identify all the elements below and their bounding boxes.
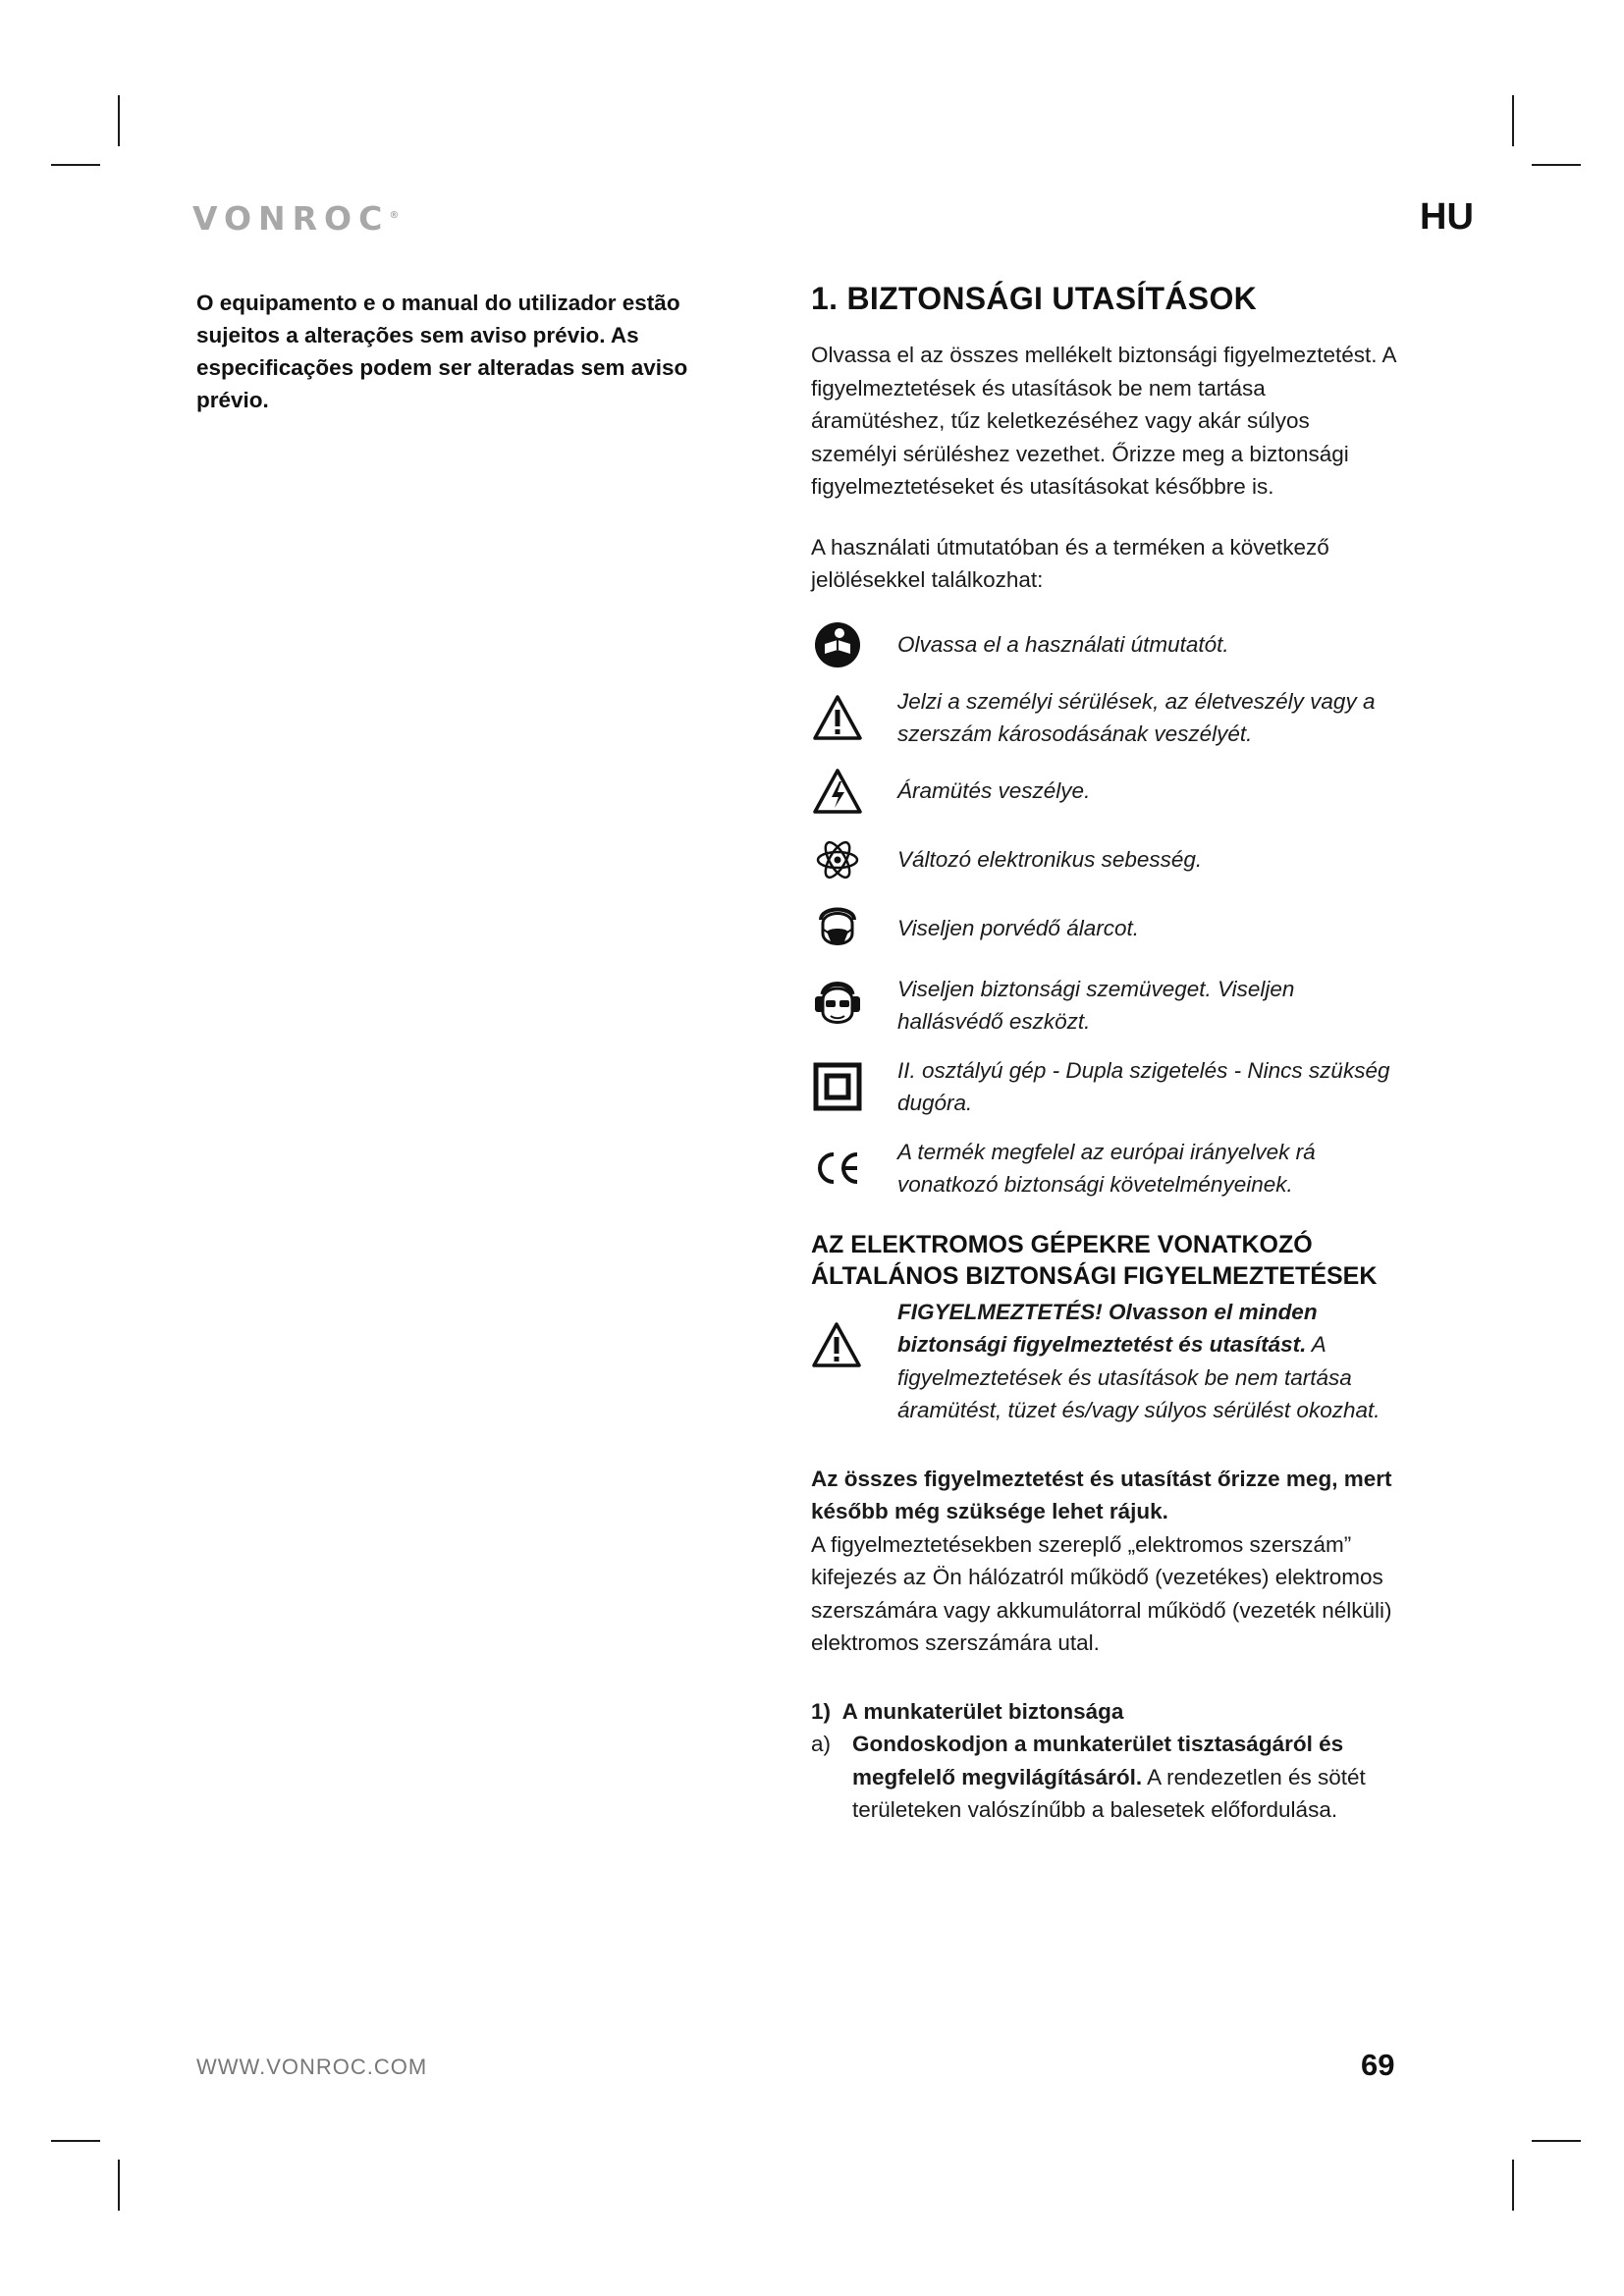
- ce-mark-icon: [811, 1140, 864, 1197]
- symbols-intro: A használati útmutatóban és a terméken a következő jelölésekkel találkozhat:: [811, 534, 1329, 592]
- symbol-text: Viseljen biztonsági szemüveget. Viseljen hallásvédő eszközt.: [897, 976, 1295, 1034]
- item-bold: Gondoskodjon a munkaterület tisztaságáról és megfelelő megvilágításáról.: [852, 1732, 1344, 1789]
- item-text: [852, 1728, 1400, 1827]
- dust-mask-icon: [811, 900, 864, 957]
- symbol-row: [811, 1054, 1400, 1120]
- work-area-section: [811, 1695, 1400, 1827]
- language-code: HU: [1420, 196, 1474, 238]
- crop-mark: [51, 164, 100, 166]
- variable-speed-icon: [811, 831, 864, 888]
- general-warning-block: [811, 1296, 1400, 1427]
- section-title: 1. BIZTONSÁGI UTASÍTÁSOK: [811, 281, 1258, 316]
- symbol-text: Jelzi a személyi sérülések, az életveszély vagy a szerszám károsodásának veszélyét.: [897, 688, 1376, 746]
- electric-shock-icon: [811, 763, 864, 820]
- crop-mark: [118, 2160, 120, 2211]
- keep-text: A figyelmeztetésekben szereplő „elektromos szerszám” kifejezés az Ön hálózatról működő (vezetékes) elektromos szerszámára vagy akkumulátorral működő (vezeték nélküli) elektromos szerszámára utal.: [811, 1531, 1392, 1655]
- page-number: 69: [1361, 2048, 1395, 2082]
- symbol-text: A termék megfelel az európai irányelvek rá vonatkozó biztonsági követelményeinek.: [897, 1139, 1316, 1197]
- symbol-row: [811, 900, 1400, 957]
- warning-triangle-icon: [811, 689, 864, 746]
- brand-logo: VONROC®: [192, 199, 400, 238]
- crop-mark: [1512, 2160, 1514, 2211]
- symbol-text: Áramütés veszélye.: [897, 777, 1091, 803]
- general-warnings-heading: AZ ELEKTROMOS GÉPEKRE VONATKOZÓ ÁLTALÁNOS BIZTONSÁGI FIGYELMEZTETÉSEK: [811, 1230, 1378, 1290]
- keep-bold: Az összes figyelmeztetést és utasítást őrizze meg, mert később még szüksége lehet rájuk.: [811, 1466, 1392, 1523]
- symbol-row: [811, 973, 1400, 1039]
- footer-url: WWW.VONROC.COM: [196, 2055, 428, 2079]
- general-warning-text: [897, 1296, 1400, 1427]
- warning-triangle-icon: [811, 1296, 864, 1373]
- keep-instructions: [811, 1463, 1400, 1660]
- intro-paragraph: Olvassa el az összes mellékelt biztonsági figyelmeztetést. A figyelmeztetések és utasítások be nem tartása áramütéshez, tűz keletkezéséhez vagy akár súlyos személyi sérüléshez vezethet. Őrizze meg a biztonsági figyelmeztetéseket és utasításokat későbbre is.: [811, 343, 1396, 499]
- symbol-text: Olvassa el a használati útmutatót.: [897, 631, 1229, 657]
- symbol-text: Viseljen porvédő álarcot.: [897, 915, 1139, 940]
- symbol-text: Változó elektronikus sebesség.: [897, 846, 1203, 872]
- crop-mark: [1532, 2140, 1581, 2142]
- class-ii-icon: [811, 1058, 864, 1115]
- safety-column: [811, 281, 1400, 1827]
- item-body: A rendezetlen és sötét területeken valószínűbb a balesetek előfordulása.: [852, 1764, 1366, 1822]
- crop-mark: [1512, 95, 1514, 146]
- work-area-heading: 1) A munkaterület biztonsága: [811, 1698, 1124, 1724]
- work-area-item: [811, 1728, 1400, 1827]
- crop-mark: [1532, 164, 1581, 166]
- symbol-text: II. osztályú gép - Dupla szigetelés - Nincs szükség dugóra.: [897, 1057, 1390, 1115]
- item-label: a): [811, 1732, 832, 1756]
- read-manual-icon: [811, 616, 864, 673]
- symbol-row: [811, 685, 1400, 751]
- left-note: O equipamento e o manual do utilizador estão sujeitos a alterações sem aviso prévio. As especificações podem ser alteradas sem aviso prévio.: [196, 291, 688, 412]
- symbol-row: [811, 1136, 1400, 1201]
- warning-bold: FIGYELMEZTETÉS! Olvasson el minden biztonsági figyelmeztetést és utasítást.: [897, 1299, 1318, 1357]
- crop-mark: [51, 2140, 100, 2142]
- symbol-row: [811, 831, 1400, 888]
- symbol-row: [811, 616, 1400, 673]
- goggles-ear-protection-icon: [811, 977, 864, 1034]
- crop-mark: [118, 95, 120, 146]
- symbol-row: [811, 763, 1400, 820]
- warning-body: A figyelmeztetések és utasítások be nem tartása áramütést, tüzet és/vagy súlyos sérülést okozhat.: [897, 1332, 1380, 1422]
